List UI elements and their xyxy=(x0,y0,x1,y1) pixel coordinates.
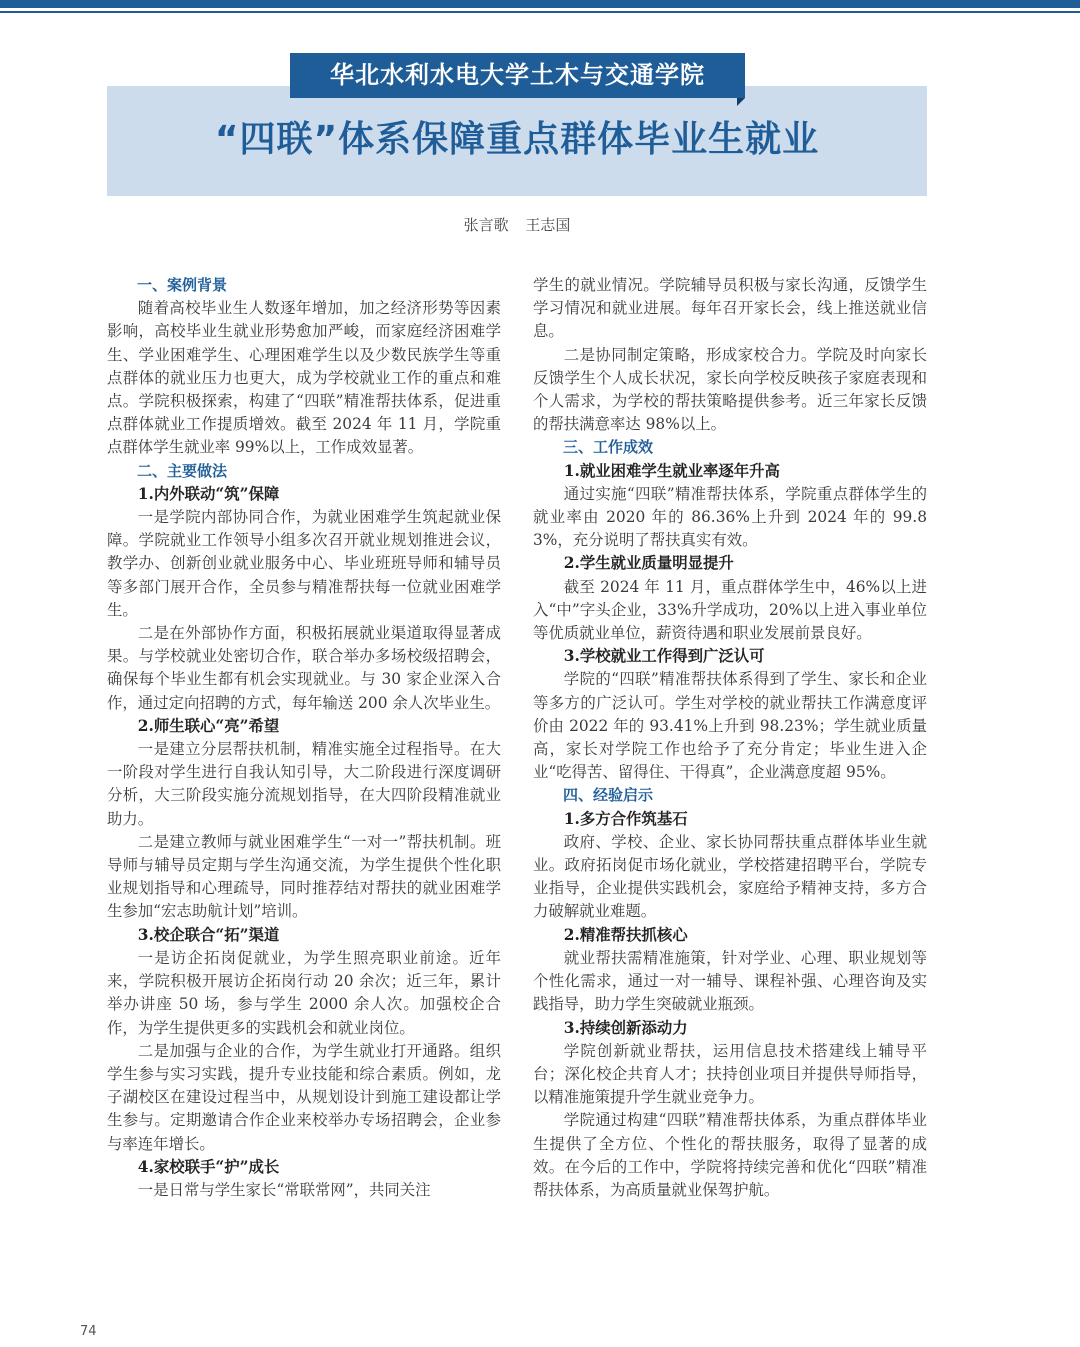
page-number: 74 xyxy=(80,1324,97,1339)
subsection-heading: 1.就业困难学生就业率逐年升高 xyxy=(563,461,780,480)
paragraph: 二是加强与企业的合作，为学生就业打开通路。组织学生参与实习实践，提升专业技能和综合素质。例如，龙子湖校区在建设过程当中，从规划设计到施工建设都让学生参与。定期邀请合作企业来校举办专场招聘会，企业参与率连年增长。 xyxy=(107,1041,501,1153)
right-column xyxy=(533,274,927,1202)
subsection-heading: 3.持续创新添动力 xyxy=(563,1018,688,1037)
top-border xyxy=(0,0,1080,8)
subsection-heading: 3.校企联合“拓”渠道 xyxy=(137,925,280,944)
subsection-heading: 2.学生就业质量明显提升 xyxy=(563,554,734,573)
section-heading: 一、案例背景 xyxy=(137,276,228,294)
banner-fold-decoration xyxy=(737,98,745,106)
authors xyxy=(0,214,1034,236)
top-border-thin xyxy=(0,11,1080,13)
paragraph: 学院的“四联”精准帮扶体系得到了学生、家长和企业等多方的广泛认可。学生对学校的就业帮扶工作满意度评价由 2022 年的 93.41%上升到 98.23%；学生就业质量高，家长对学院工作也给予了充分肯定；毕业生进入企业“吃得苦、留得住、干得真”，企业满意度超 95%。 xyxy=(533,670,927,782)
subsection-heading: 2.师生联心“亮”希望 xyxy=(137,716,280,735)
paragraph: 通过实施“四联”精准帮扶体系，学院重点群体学生的就业率由 2020 年的 86.36%上升到 2024 年的 99.83%，充分说明了帮扶真实有效。 xyxy=(533,484,927,550)
left-column xyxy=(107,274,501,1202)
subsection-heading: 1.内外联动“筑”保障 xyxy=(137,484,280,503)
author-name: 张言歌 xyxy=(463,216,509,234)
author-name: 王志国 xyxy=(525,216,571,234)
paragraph: 就业帮扶需精准施策，针对学业、心理、职业规划等个性化需求，通过一对一辅导、课程补强、心理咨询及实践指导，助力学生突破就业瓶颈。 xyxy=(533,948,927,1014)
subsection-heading: 2.精准帮扶抓核心 xyxy=(563,925,688,944)
paragraph: 学院创新就业帮扶，运用信息技术搭建线上辅导平台；深化校企共育人才；扶持创业项目并提供导师指导，以精准施策提升学生就业竞争力。 xyxy=(533,1041,927,1107)
paragraph: 政府、学校、企业、家长协同帮扶重点群体毕业生就业。政府拓岗促市场化就业，学校搭建招聘平台，学院专业指导，企业提供实践机会，家庭给予精神支持，多方合力破解就业难题。 xyxy=(533,832,927,921)
institution-banner: 华北水利水电大学土木与交通学院 xyxy=(290,53,745,98)
paragraph: 一是日常与学生家长“常联常网”，共同关注 xyxy=(137,1180,431,1199)
paragraph: 截至 2024 年 11 月，重点群体学生中，46%以上进入“中”字头企业，33%升学成功，20%以上进入事业单位等优质就业单位，薪资待遇和职业发展前景良好。 xyxy=(533,577,927,643)
paragraph: 一是访企拓岗促就业，为学生照亮职业前途。近年来，学院积极开展访企拓岗行动 20 余次；近三年，累计举办讲座 50 场，参与学生 2000 余人次。加强校企合作，为学生提供更多的实践机会和就业岗位。 xyxy=(107,948,501,1037)
section-heading: 三、工作成效 xyxy=(563,438,654,457)
subsection-heading: 1.多方合作筑基石 xyxy=(563,809,688,828)
paragraph: 二是在外部协作方面，积极拓展就业渠道取得显著成果。与学校就业处密切合作，联合举办多场校级招聘会，确保每个毕业生都有机会实现就业。与 30 家企业深入合作，通过定向招聘的方式，每年输送 200 余人次毕业生。 xyxy=(107,624,501,712)
paragraph: 一是学院内部协同合作，为就业困难学生筑起就业保障。学院就业工作领导小组多次召开就业规划推进会议，教学办、创新创业就业服务中心、毕业班班导师和辅导员等多部门展开合作，全员参与精准帮扶每一位就业困难学生。 xyxy=(107,508,501,619)
subsection-heading: 4.家校联手“护”成长 xyxy=(137,1157,280,1176)
paragraph: 学生的就业情况。学院辅导员积极与家长沟通，反馈学生学习情况和就业进展。每年召开家长会，线上推送就业信息。 xyxy=(533,276,927,341)
article-title: “四联”体系保障重点群体毕业生就业 xyxy=(214,119,820,160)
section-heading: 四、经验启示 xyxy=(563,786,654,805)
section-heading: 二、主要做法 xyxy=(137,461,228,480)
paragraph: 二是建立教师与就业困难学生“一对一”帮扶机制。班导师与辅导员定期与学生沟通交流，为学生提供个性化职业规划指导和心理疏导，同时推荐结对帮扶的就业困难学生参加“宏志助航计划”培训。 xyxy=(107,832,501,921)
paragraph: 二是协同制定策略，形成家校合力。学院及时向家长反馈学生个人成长状况，家长向学校反映孩子家庭表现和个人需求，为学校的帮扶策略提供参考。近三年家长反馈的帮扶满意率达 98%以上。 xyxy=(533,345,927,434)
paragraph: 一是建立分层帮扶机制，精准实施全过程指导。在大一阶段对学生进行自我认知引导，大二阶段进行深度调研分析，大三阶段实施分流规划指导，在大四阶段精准就业助力。 xyxy=(107,740,501,828)
paragraph: 学院通过构建“四联”精准帮扶体系，为重点群体毕业生提供了全方位、个性化的帮扶服务，取得了显著的成效。在今后的工作中，学院将持续完善和优化“四联”精准帮扶体系，为高质量就业保驾护航。 xyxy=(533,1111,927,1199)
subsection-heading: 3.学校就业工作得到广泛认可 xyxy=(563,647,765,666)
paragraph: 随着高校毕业生人数逐年增加，加之经济形势等因素影响，高校毕业生就业形势愈加严峻，而家庭经济困难学生、学业困难学生、心理困难学生以及少数民族学生等重点群体的就业压力也更大，成为学校就业工作的重点和难点。学院积极探索，构建了“四联”精准帮扶体系，促进重点群体就业工作提质增效。截至 2024 年 11 月，学院重点群体学生就业率 99%以上，工作成效显著。 xyxy=(107,299,501,457)
